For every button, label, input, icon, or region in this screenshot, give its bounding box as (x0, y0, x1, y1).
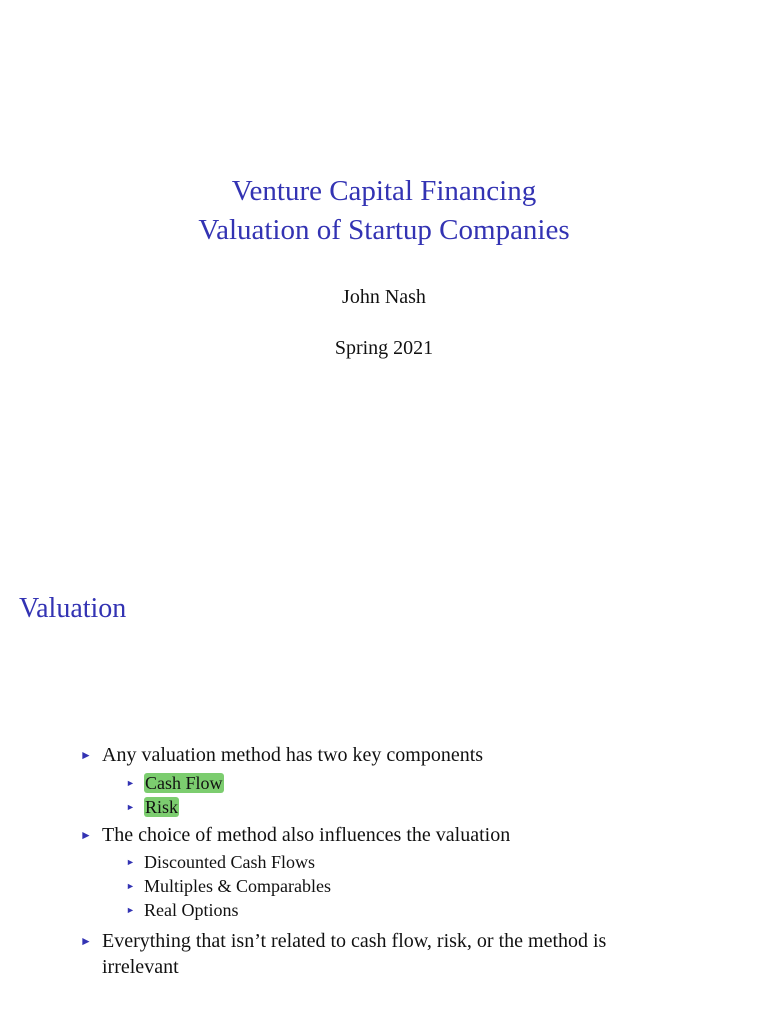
highlighted-text: Risk (145, 797, 179, 817)
title-line-1: Venture Capital Financing (231, 175, 537, 207)
bullet-text: The choice of method also influences the valuation (102, 824, 511, 846)
triangle-bullet-icon: ► (126, 905, 135, 915)
sub-list-item (126, 850, 315, 874)
sub-list-item (126, 771, 224, 795)
list-item (80, 822, 511, 848)
bullet-text-continuation: irrelevant (102, 956, 179, 978)
triangle-bullet-icon: ► (126, 881, 135, 891)
sub-item-text: Multiples & Comparables (144, 876, 331, 896)
triangle-bullet-icon: ► (80, 828, 92, 842)
list-item (80, 928, 607, 954)
title-line-2: Valuation of Startup Companies (198, 214, 570, 246)
author-name: John Nash (342, 286, 426, 308)
bullet-text: Everything that isn’t related to cash flow, risk, or the method is (102, 930, 607, 952)
sub-item-text: Discounted Cash Flows (144, 852, 315, 872)
sub-list-item (126, 874, 331, 898)
sub-list-item (126, 898, 239, 922)
slide-title: Valuation (19, 593, 127, 624)
presentation-date: Spring 2021 (334, 337, 434, 359)
triangle-bullet-icon: ► (126, 778, 135, 788)
highlighted-text: Cash Flow (145, 773, 223, 793)
sub-list-item (126, 795, 179, 819)
triangle-bullet-icon: ► (126, 802, 135, 812)
triangle-bullet-icon: ► (80, 748, 92, 762)
list-item (80, 742, 484, 768)
bullet-text: Any valuation method has two key components (102, 744, 484, 766)
sub-item-text: Real Options (144, 900, 239, 920)
triangle-bullet-icon: ► (126, 857, 135, 867)
triangle-bullet-icon: ► (80, 934, 92, 948)
